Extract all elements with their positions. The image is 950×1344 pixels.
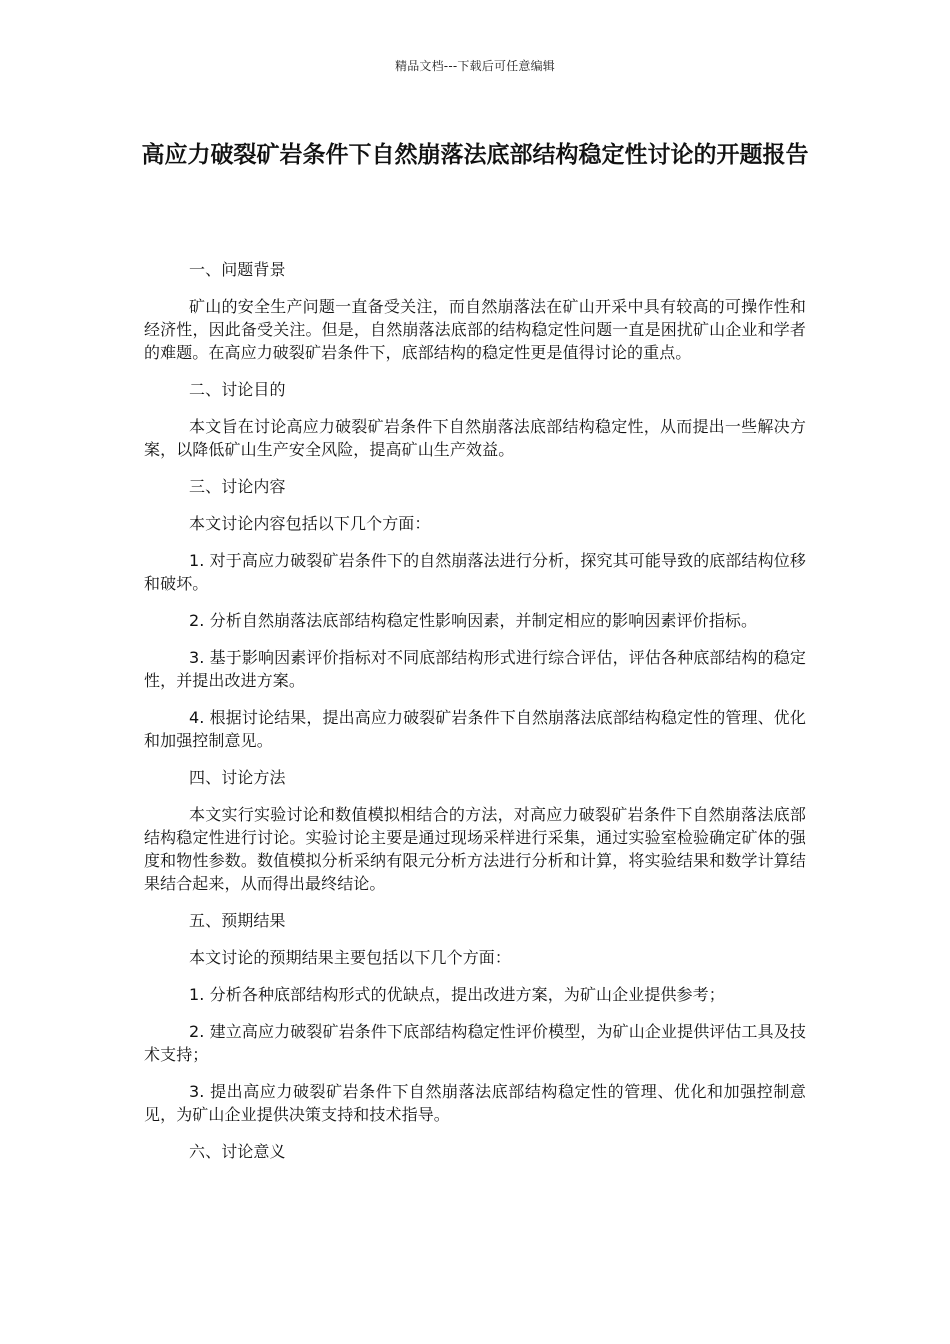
section-heading-background: 一、问题背景 <box>189 260 286 279</box>
paragraph: 本文旨在讨论高应力破裂矿岩条件下自然崩落法底部结构稳定性，从而提出一些解决方案，以降低矿山生产安全风险，提高矿山生产效益。 <box>144 417 806 459</box>
document-title: 高应力破裂矿岩条件下自然崩落法底部结构稳定性讨论的开题报告 <box>141 142 809 168</box>
list-item: 2. 建立高应力破裂矿岩条件下底部结构稳定性评价模型，为矿山企业提供评估工具及技术支持； <box>144 1022 806 1064</box>
paragraph: 本文讨论的预期结果主要包括以下几个方面： <box>189 948 512 967</box>
section-heading-significance: 六、讨论意义 <box>189 1142 286 1161</box>
paragraph: 本文讨论内容包括以下几个方面： <box>189 514 431 533</box>
section-heading-purpose: 二、讨论目的 <box>189 380 286 399</box>
document-body <box>144 258 806 1177</box>
list-item: 2. 分析自然崩落法底部结构稳定性影响因素，并制定相应的影响因素评价指标。 <box>189 611 758 630</box>
section-heading-content: 三、讨论内容 <box>189 477 286 496</box>
list-item: 1. 对于高应力破裂矿岩条件下的自然崩落法进行分析，探究其可能导致的底部结构位移和破坏。 <box>144 551 806 593</box>
header-note: 精品文档---下载后可任意编辑 <box>395 59 555 73</box>
list-item: 3. 基于影响因素评价指标对不同底部结构形式进行综合评估，评估各种底部结构的稳定性，并提出改进方案。 <box>144 648 806 690</box>
list-item: 4. 根据讨论结果，提出高应力破裂矿岩条件下自然崩落法底部结构稳定性的管理、优化和加强控制意见。 <box>144 708 806 750</box>
list-item: 1. 分析各种底部结构形式的优缺点，提出改进方案，为矿山企业提供参考； <box>189 985 725 1004</box>
section-heading-expected-results: 五、预期结果 <box>189 911 286 930</box>
section-heading-method: 四、讨论方法 <box>189 768 286 787</box>
paragraph: 本文实行实验讨论和数值模拟相结合的方法，对高应力破裂矿岩条件下自然崩落法底部结构稳定性进行讨论。实验讨论主要是通过现场采样进行采集，通过实验室检验确定矿体的强度和物性参数。数值模拟分析采纳有限元分析方法进行分析和计算，将实验结果和数学计算结果结合起来，从而得出最终结论。 <box>144 805 806 893</box>
paragraph: 矿山的安全生产问题一直备受关注，而自然崩落法在矿山开采中具有较高的可操作性和经济性，因此备受关注。但是，自然崩落法底部的结构稳定性问题一直是困扰矿山企业和学者的难题。在高应力破裂矿岩条件下，底部结构的稳定性更是值得讨论的重点。 <box>144 297 806 362</box>
list-item: 3. 提出高应力破裂矿岩条件下自然崩落法底部结构稳定性的管理、优化和加强控制意见，为矿山企业提供决策支持和技术指导。 <box>144 1082 806 1124</box>
